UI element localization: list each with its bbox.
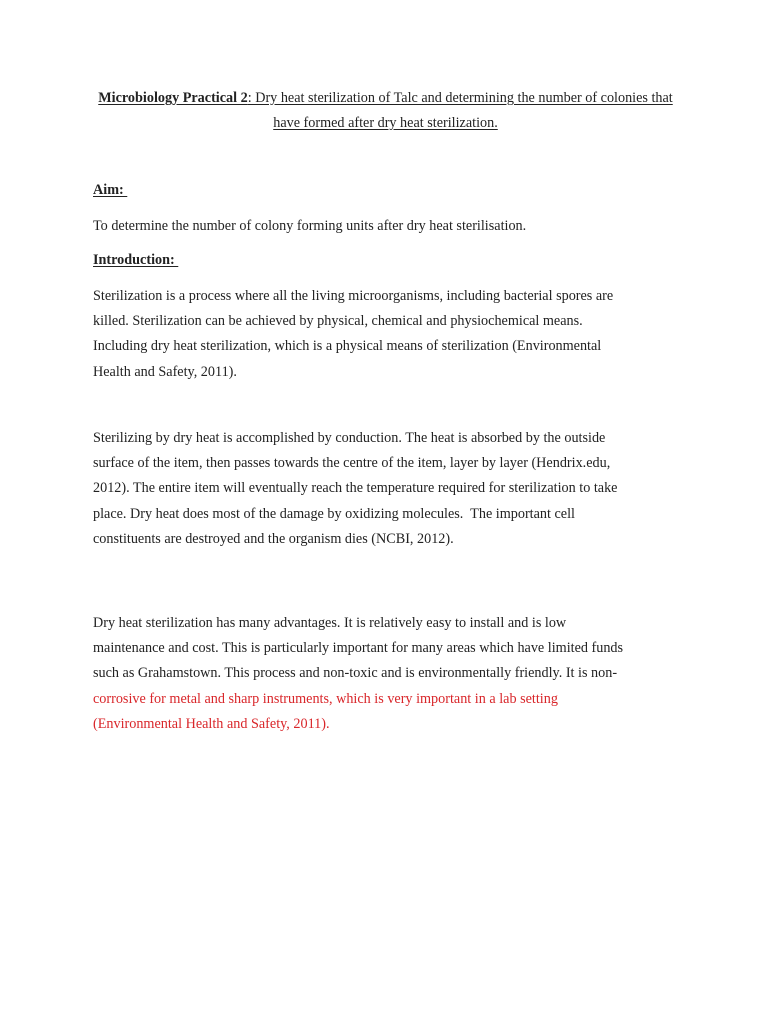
intro-paragraph-2 — [93, 426, 693, 552]
intro-paragraph-1 — [93, 284, 693, 385]
paragraph-line: 2012). The entire item will eventually reach the temperature required for sterilization to take — [93, 480, 618, 497]
paragraph-line-red: corrosive for metal and sharp instruments, which is very important in a lab setting — [93, 690, 558, 707]
paragraph-line: such as Grahamstown. This process and non-toxic and is environmentally friendly. It is non- — [93, 665, 618, 682]
paragraph-line: Sterilization is a process where all the living microorganisms, including bacterial spores are — [93, 288, 614, 304]
paragraph-line: killed. Sterilization can be achieved by physical, chemical and physiochemical means. — [93, 313, 583, 330]
document-title — [93, 86, 678, 136]
aim-text-line: To determine the number of colony forming units after dry heat sterilisation. — [93, 218, 527, 234]
title-bold-part: Microbiology Practical 2 — [98, 90, 248, 106]
paragraph-line: Health and Safety, 2011). — [93, 363, 237, 380]
paragraph-line: Sterilizing by dry heat is accomplished by conduction. The heat is absorbed by the outside — [93, 430, 606, 446]
aim-heading: Aim: — [93, 182, 128, 198]
introduction-heading: Introduction: — [93, 252, 179, 268]
paragraph-line: maintenance and cost. This is particularly important for many areas which have limited funds — [93, 640, 624, 657]
paragraph-line: Dry heat sterilization has many advantages. It is relatively easy to install and is low — [93, 615, 567, 631]
paragraph-line: place. Dry heat does most of the damage by oxidizing molecules. The important cell — [93, 505, 575, 522]
paragraph-line: surface of the item, then passes towards the centre of the item, layer by layer (Hendrix.edu, — [93, 455, 611, 472]
paragraph-line-red: (Environmental Health and Safety, 2011). — [93, 715, 330, 732]
paragraph-line: constituents are destroyed and the organism dies (NCBI, 2012). — [93, 530, 454, 547]
title-rest-part: : Dry heat sterilization of Talc and determining the number of colonies that have formed after dry heat sterilization. — [247, 90, 673, 131]
aim-text — [93, 214, 693, 239]
paragraph-line: Including dry heat sterilization, which is a physical means of sterilization (Environmental — [93, 338, 602, 355]
intro-paragraph-3 — [93, 611, 693, 737]
